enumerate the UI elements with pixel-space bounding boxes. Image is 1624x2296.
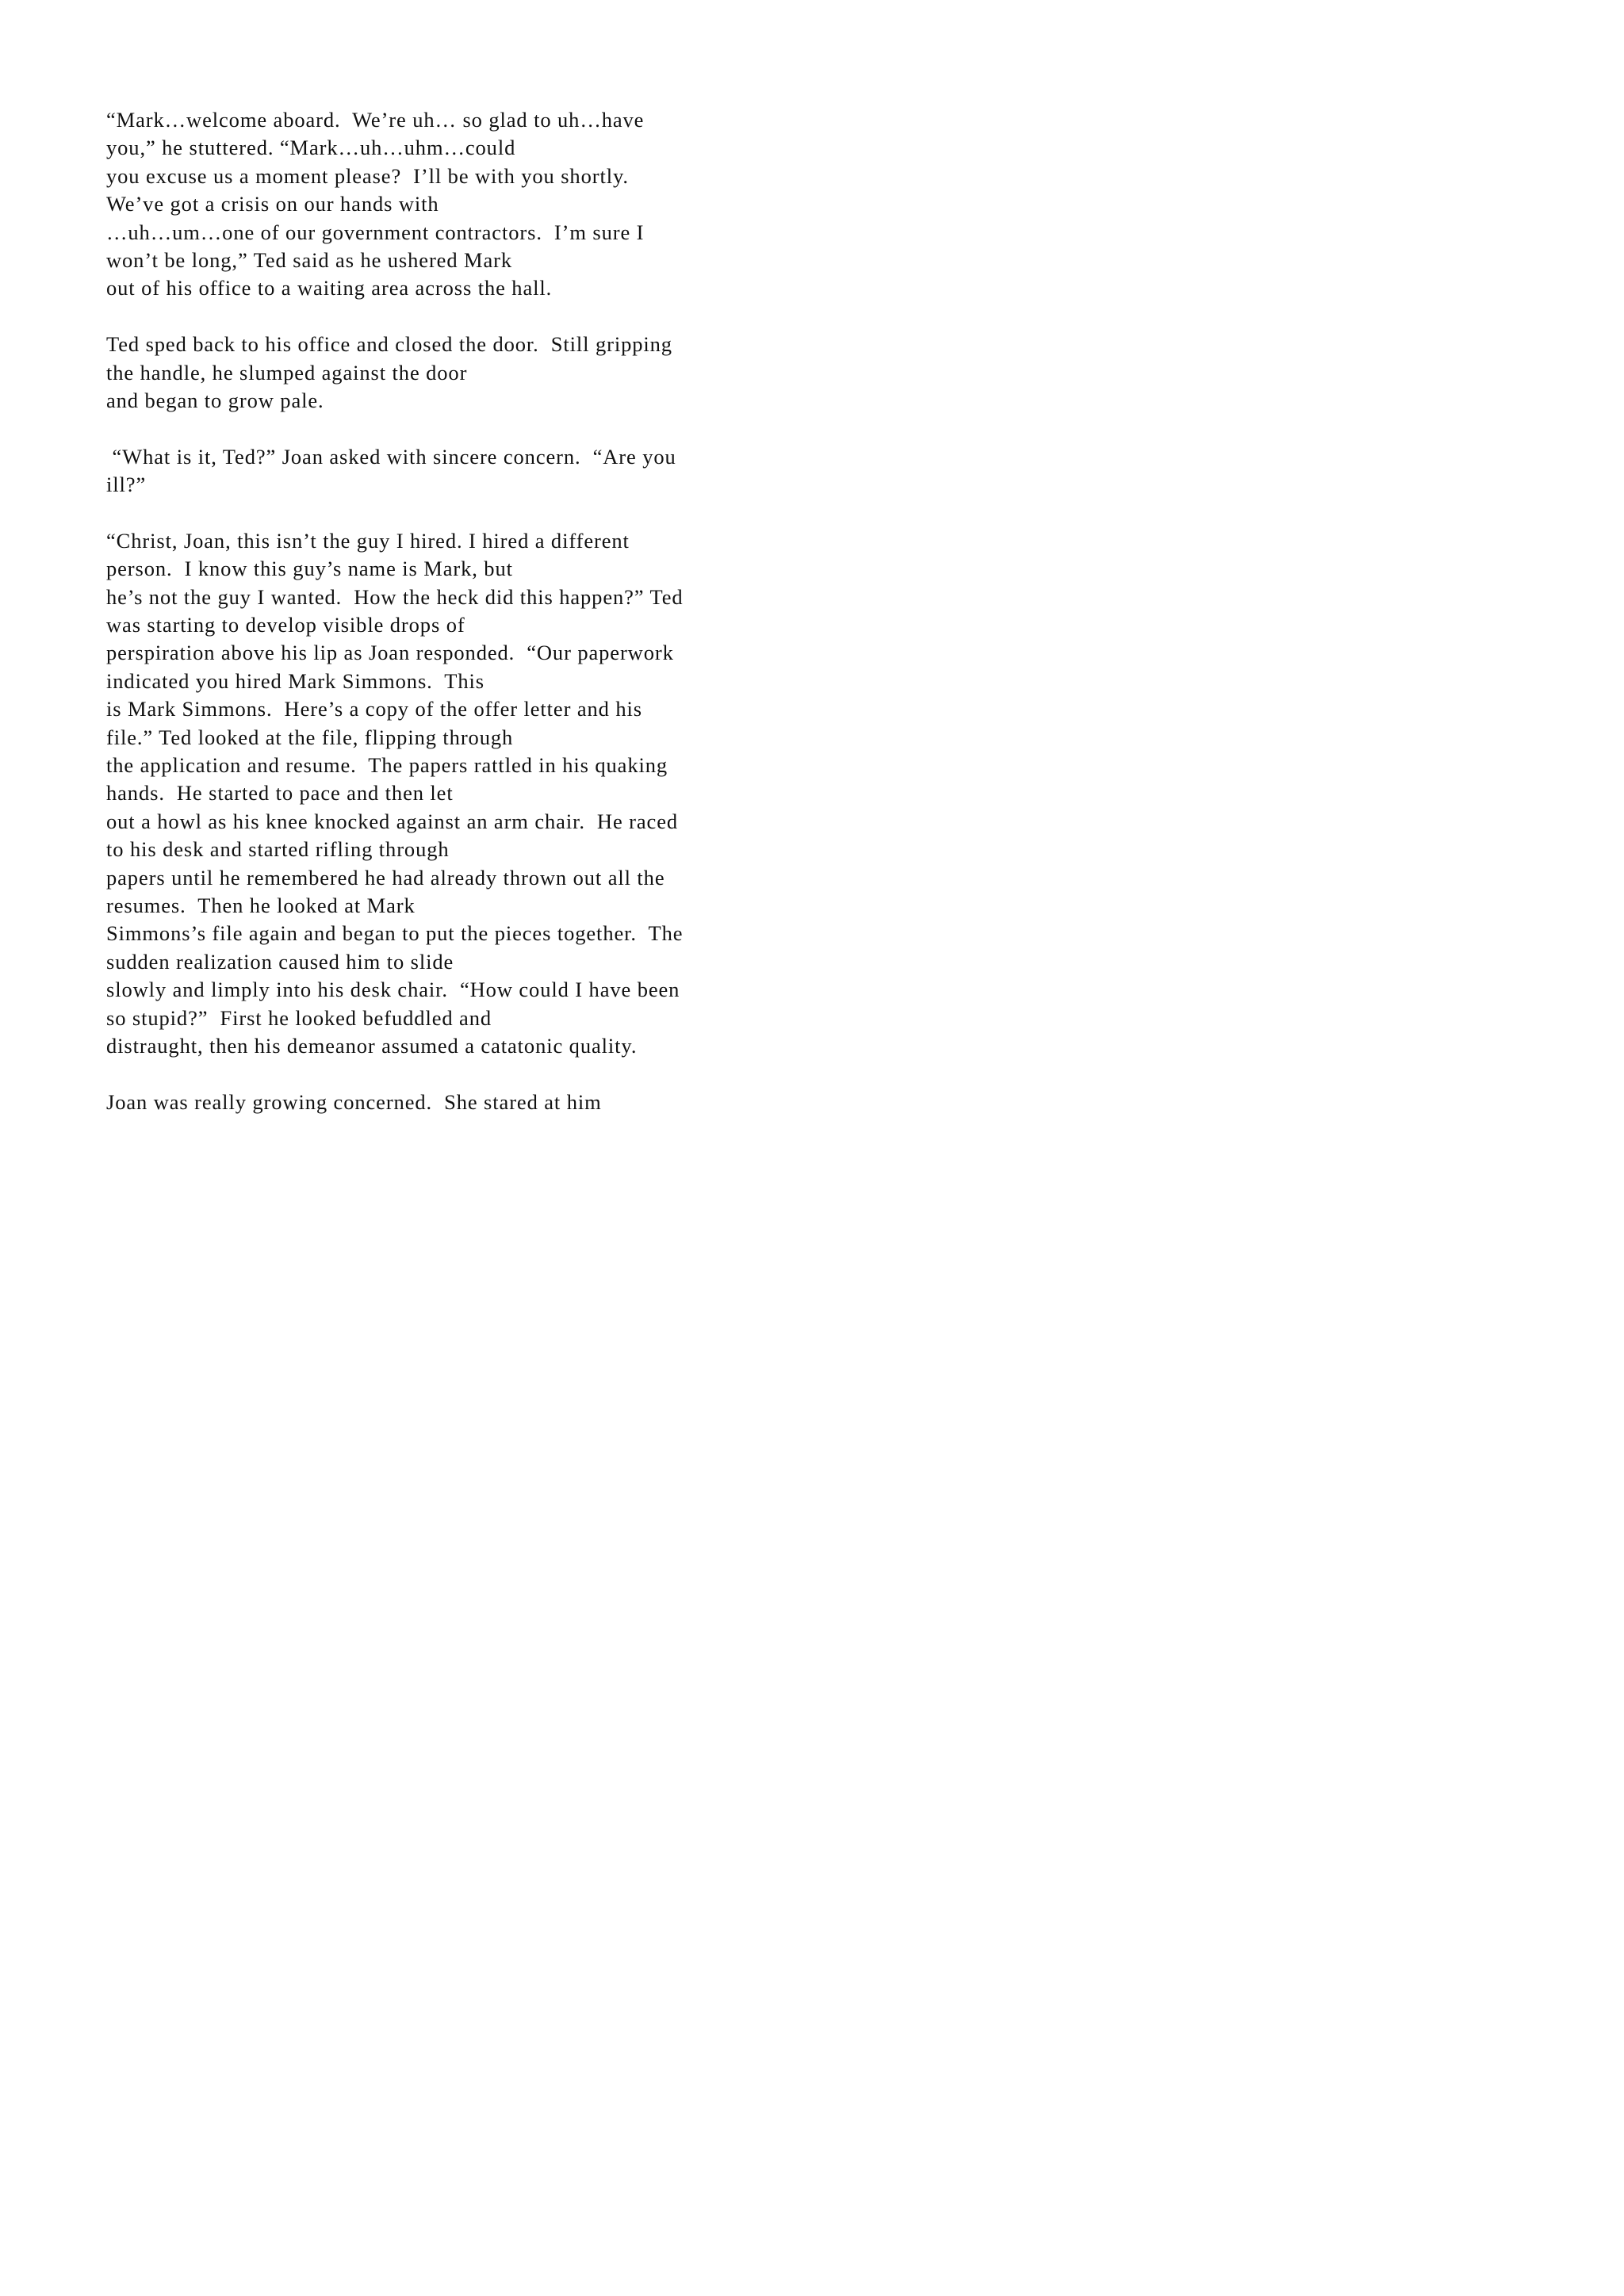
text-line: the application and resume. The papers rattled in his quaking (106, 752, 668, 777)
document-page (0, 0, 874, 1236)
text-line: distraught, then his demeanor assumed a catatonic quality. (106, 1033, 638, 1058)
text-line: indicated you hired Mark Simmons. This (106, 668, 485, 693)
text-line: hands. He started to pace and then let (106, 781, 454, 806)
text-line: so stupid?” First he looked befuddled and (106, 1005, 492, 1030)
paragraph-break (106, 1060, 820, 1088)
text-line: papers until he remembered he had already thrown out all the (106, 865, 665, 890)
text-line: perspiration above his lip as Joan responded. “Our paperwork (106, 641, 674, 665)
text-line: Ted sped back to his office and closed the door. Still gripping (106, 332, 672, 357)
paragraph-break (106, 303, 820, 331)
text-line: out of his office to a waiting area across the hall. (106, 276, 553, 300)
text-line: We’ve got a crisis on our hands with (106, 192, 439, 216)
text-line: file.” Ted looked at the file, flipping through (106, 725, 514, 749)
text-line: “Mark…welcome aboard. We’re uh… so glad to uh…have (106, 108, 645, 132)
text-line: was starting to develop visible drops of (106, 613, 465, 637)
text-line: Simmons’s file again and began to put the pieces together. The (106, 921, 684, 946)
paragraph-break (106, 499, 820, 526)
text-line: person. I know this guy’s name is Mark, but (106, 557, 513, 581)
text-line: “Christ, Joan, this isn’t the guy I hired. I hired a different (106, 528, 630, 553)
text-line: he’s not the guy I wanted. How the heck did this happen?” Ted (106, 584, 684, 609)
text-line: and began to grow pale. (106, 388, 324, 412)
text-line: you excuse us a moment please? I’ll be with you shortly. (106, 163, 629, 188)
text-line: won’t be long,” Ted said as he ushered Mark (106, 247, 513, 272)
text-line: …uh…um…one of our government contractors. I’m sure I (106, 220, 645, 244)
text-line: to his desk and started rifling through (106, 837, 450, 862)
text-line: the handle, he slumped against the door (106, 360, 468, 385)
text-line: is Mark Simmons. Here’s a copy of the offer letter and his (106, 697, 642, 721)
text-line: you,” he stuttered. “Mark…uh…uhm…could (106, 136, 516, 160)
text-line: resumes. Then he looked at Mark (106, 893, 416, 917)
text-line: ill?” (106, 473, 147, 497)
text-line: sudden realization caused him to slide (106, 949, 454, 974)
text-line: out a howl as his knee knocked against an arm chair. He raced (106, 809, 679, 833)
text-line: Joan was really growing concerned. She stared at him (106, 1089, 602, 1114)
paragraph-break (106, 415, 820, 442)
document-body (106, 106, 820, 1116)
text-line: slowly and limply into his desk chair. “How could I have been (106, 978, 680, 1002)
text-line: “What is it, Ted?” Joan asked with sincere concern. “Are you (106, 444, 676, 469)
